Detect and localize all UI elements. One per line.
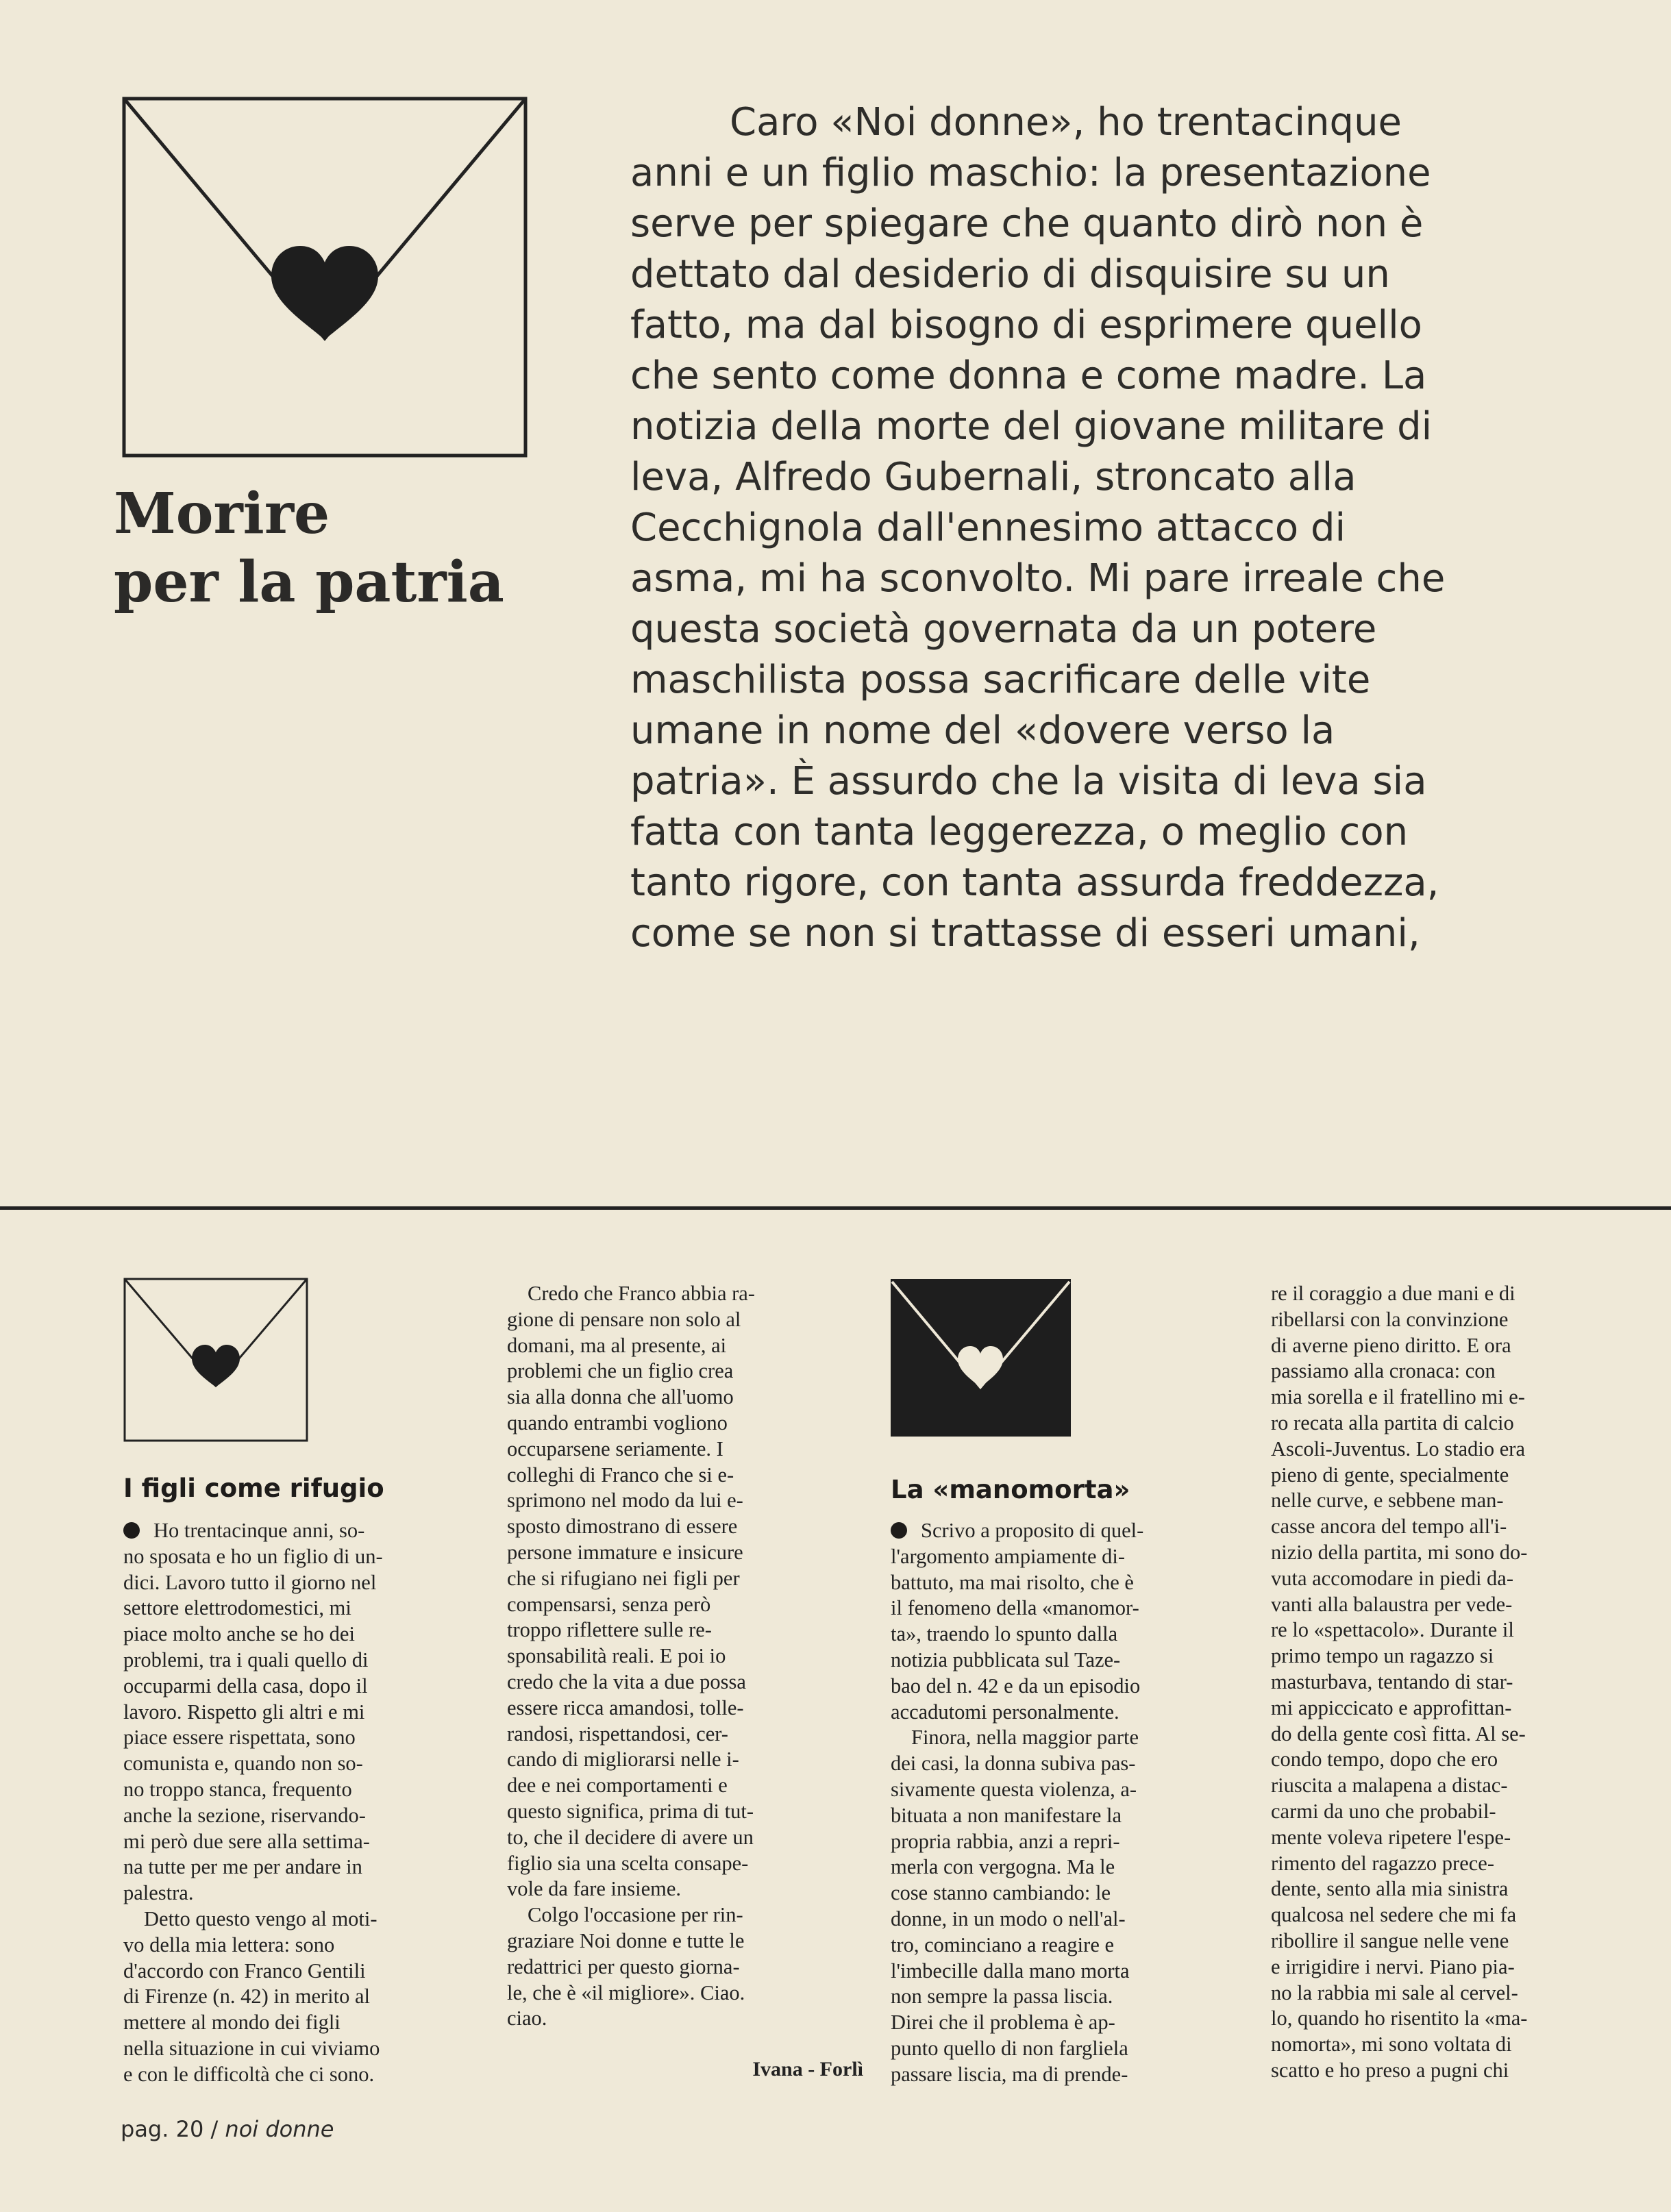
article2-column-1	[891, 1518, 1247, 2088]
text-line: gione di pensare non solo al	[507, 1307, 741, 1331]
text-line: to, che il decidere di avere un	[507, 1825, 754, 1849]
text-line: le, che è «il migliore». Ciao.	[507, 1980, 745, 2004]
text-line: propria rabbia, anzi a repri-	[891, 1829, 1120, 1853]
text-line: Detto questo vengo al moti-	[144, 1906, 377, 1930]
lead-line: patria». È assurdo che la visita di leva sia	[630, 759, 1427, 804]
text-line: domani, ma al presente, ai	[507, 1333, 727, 1357]
text-line: tro, cominciano a reagire e	[891, 1933, 1115, 1956]
text-line: primo tempo un ragazzo si	[1271, 1644, 1494, 1668]
text-line: dei casi, la donna subiva pas-	[891, 1752, 1136, 1776]
text-line: ribollire il sangue nelle vene	[1271, 1928, 1509, 1952]
article1-column-1	[123, 1518, 480, 2088]
text-line: sia alla donna che all'uomo	[507, 1385, 734, 1409]
text-line: Ascoli-Juventus. Lo stadio era	[1271, 1437, 1526, 1461]
text-line: do della gente così fitta. Al se-	[1271, 1722, 1526, 1745]
lead-line: anni e un figlio maschio: la presentazione	[630, 151, 1431, 195]
text-line: mi però due sere alla settima-	[123, 1829, 370, 1853]
text-line: na tutte per me per andare in	[123, 1855, 362, 1879]
text-line: dici. Lavoro tutto il giorno nel	[123, 1570, 377, 1594]
text-line: carmi da uno che probabil-	[1271, 1799, 1496, 1823]
lead-line: Caro «Noi donne», ho trentacinque	[730, 100, 1402, 145]
envelope-heart-icon	[122, 97, 528, 458]
signature: Ivana - Forlì	[752, 2058, 863, 2080]
lead-line: umane in nome del «dovere verso la	[630, 708, 1335, 753]
magazine-brand: noi donne	[225, 2116, 334, 2142]
text-line: re lo «spettacolo». Durante il	[1271, 1618, 1514, 1642]
lead-line: maschilista possa sacrificare delle vite	[630, 658, 1371, 702]
text-line: vuta accomodare in piedi da-	[1271, 1566, 1513, 1590]
text-line: re il coraggio a due mani e di	[1271, 1282, 1515, 1305]
page-footer	[121, 2116, 334, 2142]
text-line: sponsabilità reali. E poi io	[507, 1644, 726, 1668]
text-line: che si rifugiano nei figli per	[507, 1566, 740, 1590]
text-line: dee e nei comportamenti e	[507, 1774, 728, 1798]
text-line: comunista e, quando non so-	[123, 1752, 363, 1776]
text-line: ro recata alla partita di calcio	[1271, 1411, 1514, 1434]
text-line: donne, in un modo o nell'al-	[891, 1906, 1126, 1930]
text-line: problemi, tra i quali quello di	[123, 1648, 369, 1672]
text-line: di averne pieno diritto. E ora	[1271, 1333, 1511, 1357]
page-number: pag. 20 /	[121, 2116, 219, 2142]
lead-line: fatta con tanta leggerezza, o meglio con	[630, 810, 1409, 854]
text-line: qualcosa nel sedere che mi fa	[1271, 1903, 1517, 1927]
text-line: no la rabbia mi sale al cervel-	[1271, 1980, 1518, 2004]
text-line: d'accordo con Franco Gentili	[123, 1959, 366, 1983]
text-line: nella situazione in cui viviamo	[123, 2036, 380, 2060]
text-line: punto quello di non fargliela	[891, 2036, 1128, 2060]
text-line: lo, quando ho risentito la «ma-	[1271, 2006, 1528, 2030]
text-line: sivamente questa violenza, a-	[891, 1777, 1137, 1801]
text-line: l'imbecille dalla mano morta	[891, 1959, 1130, 1983]
text-line: notizia pubblicata sul Taze-	[891, 1648, 1121, 1672]
text-line: Colgo l'occasione per rin-	[528, 1903, 743, 1927]
subtitle-figli-rifugio: I figli come rifugio	[123, 1474, 384, 1503]
lead-line: questa società governata da un potere	[630, 607, 1377, 651]
text-line: vole da fare insieme.	[507, 1877, 682, 1901]
text-line: cando di migliorarsi nelle i-	[507, 1748, 739, 1772]
lead-line: come se non si trattasse di esseri umani,	[630, 911, 1420, 956]
text-line: mi appiccicato e approfittan-	[1271, 1695, 1512, 1719]
text-line: cose stanno cambiando: le	[891, 1881, 1111, 1905]
text-line: Direi che il problema è ap-	[891, 2011, 1115, 2035]
text-line: nomorta», mi sono voltata di	[1271, 2033, 1512, 2056]
text-line: troppo riflettere sulle re-	[507, 1618, 712, 1642]
text-line: sposto dimostrano di essere	[507, 1515, 738, 1539]
text-line: condo tempo, dopo che ero	[1271, 1748, 1498, 1772]
text-line: mente voleva ripetere l'espe-	[1271, 1825, 1511, 1849]
text-line: occuparmi della casa, dopo il	[123, 1674, 368, 1698]
article-title	[114, 480, 552, 617]
text-line: piace molto anche se ho dei	[123, 1622, 355, 1646]
text-line: no troppo stanca, frequento	[123, 1777, 352, 1801]
text-line: Credo che Franco abbia ra-	[528, 1282, 755, 1305]
text-line: accadutomi personalmente.	[891, 1700, 1119, 1724]
article-title-line-2: per la patria	[114, 549, 504, 615]
lead-line: Cecchignola dall'ennesimo attacco di	[630, 506, 1346, 550]
text-line: ribellarsi con la convinzione	[1271, 1307, 1509, 1331]
text-line: sprimono nel modo da lui e-	[507, 1489, 743, 1513]
bullet-dot-icon	[891, 1522, 907, 1539]
article1-column-2	[507, 1281, 863, 2032]
text-line: quando entrambi vogliono	[507, 1411, 728, 1434]
text-line: scatto e ho preso a pugni chi	[1271, 2058, 1509, 2082]
text-line: passiamo alla cronaca: con	[1271, 1359, 1496, 1383]
text-line: passare liscia, ma di prende-	[891, 2062, 1128, 2086]
text-line: redattrici per questo giorna-	[507, 1954, 740, 1978]
text-line: nizio della partita, mi sono do-	[1271, 1540, 1528, 1564]
text-line: no sposata e ho un figlio di un-	[123, 1544, 383, 1568]
text-line: lavoro. Rispetto gli altri e mi	[123, 1700, 365, 1724]
lead-line: dettato dal desiderio di disquisire su un	[630, 252, 1390, 297]
text-line: rimento del ragazzo prece-	[1271, 1851, 1494, 1875]
text-line: ciao.	[507, 2006, 547, 2030]
text-line: graziare Noi donne e tutte le	[507, 1928, 745, 1952]
text-line	[123, 1518, 480, 1544]
text-line: bao del n. 42 e da un episodio	[891, 1674, 1141, 1698]
text-line-content: Scrivo a proposito di quel-	[921, 1519, 1144, 1542]
lead-line: leva, Alfredo Gubernali, stroncato alla	[630, 455, 1357, 499]
text-line: piace essere rispettata, sono	[123, 1726, 356, 1750]
text-line: nelle curve, e sebbene man-	[1271, 1489, 1504, 1513]
text-line	[891, 1518, 1247, 1544]
text-line: casse ancora del tempo all'i-	[1271, 1515, 1507, 1539]
text-line: settore elettrodomestici, mi	[123, 1596, 351, 1620]
text-line: l'argomento ampiamente di-	[891, 1544, 1126, 1568]
lead-line: che sento come donna e come madre. La	[630, 353, 1427, 398]
lead-line: fatto, ma dal bisogno di esprimere quello	[630, 303, 1422, 347]
text-line: masturbava, tentando di star-	[1271, 1669, 1513, 1693]
text-line: bituata a non manifestare la	[891, 1803, 1122, 1827]
article-title-line-1: Morire	[114, 481, 330, 547]
lead-line: serve per spiegare che quanto dirò non è	[630, 201, 1424, 246]
lead-line: notizia della morte del giovane militare di	[630, 404, 1433, 449]
text-line: randosi, rispettandosi, cer-	[507, 1722, 728, 1745]
envelope-heart-icon-inverted	[891, 1279, 1071, 1437]
text-line: Finora, nella maggior parte	[911, 1726, 1139, 1750]
text-line: palestra.	[123, 1881, 194, 1905]
text-line: mettere al mondo dei figli	[123, 2011, 341, 2035]
lead-line: asma, mi ha sconvolto. Mi pare irreale che	[630, 556, 1446, 601]
bullet-dot-icon	[123, 1522, 140, 1539]
article2-column-2	[1271, 1281, 1627, 2084]
text-line: e con le difficoltà che ci sono.	[123, 2062, 375, 2086]
text-line: merla con vergogna. Ma le	[891, 1855, 1115, 1879]
text-line: credo che la vita a due possa	[507, 1669, 746, 1693]
lead-paragraph	[630, 97, 1644, 959]
text-line: battuto, ma mai risolto, che è	[891, 1570, 1134, 1594]
text-line: vo della mia lettera: sono	[123, 1933, 335, 1956]
text-line: figlio sia una scelta consape-	[507, 1851, 749, 1875]
text-line: compensarsi, senza però	[507, 1592, 711, 1616]
text-line: occuparsene seriamente. I	[507, 1437, 723, 1461]
text-line: vanti alla balaustra per vede-	[1271, 1592, 1513, 1616]
text-line: dente, sento alla mia sinistra	[1271, 1877, 1509, 1901]
text-line: mia sorella e il fratellino mi e-	[1271, 1385, 1525, 1409]
text-line: anche la sezione, riservando-	[123, 1803, 366, 1827]
lead-line: tanto rigore, con tanta assurda freddezza,	[630, 860, 1439, 905]
text-line: riuscita a malapena a distac-	[1271, 1774, 1508, 1798]
text-line: pieno di gente, specialmente	[1271, 1463, 1509, 1487]
text-line: ta», traendo lo spunto dalla	[891, 1622, 1118, 1646]
text-line: questo significa, prima di tut-	[507, 1799, 754, 1823]
subtitle-manomorta: La «manomorta»	[891, 1475, 1130, 1504]
text-line: essere ricca amandosi, tolle-	[507, 1695, 744, 1719]
section-divider	[0, 1206, 1671, 1210]
envelope-heart-icon-small	[123, 1278, 308, 1442]
text-line: persone immature e insicure	[507, 1540, 743, 1564]
text-line-content: Ho trentacinque anni, so-	[153, 1519, 365, 1542]
text-line: il fenomeno della «manomor-	[891, 1596, 1139, 1620]
text-line: di Firenze (n. 42) in merito al	[123, 1985, 370, 2009]
text-line: problemi che un figlio crea	[507, 1359, 734, 1383]
text-line: colleghi di Franco che si e-	[507, 1463, 734, 1487]
text-line: e irrigidire i nervi. Piano pia-	[1271, 1954, 1515, 1978]
text-line: non sempre la passa liscia.	[891, 1985, 1113, 2009]
